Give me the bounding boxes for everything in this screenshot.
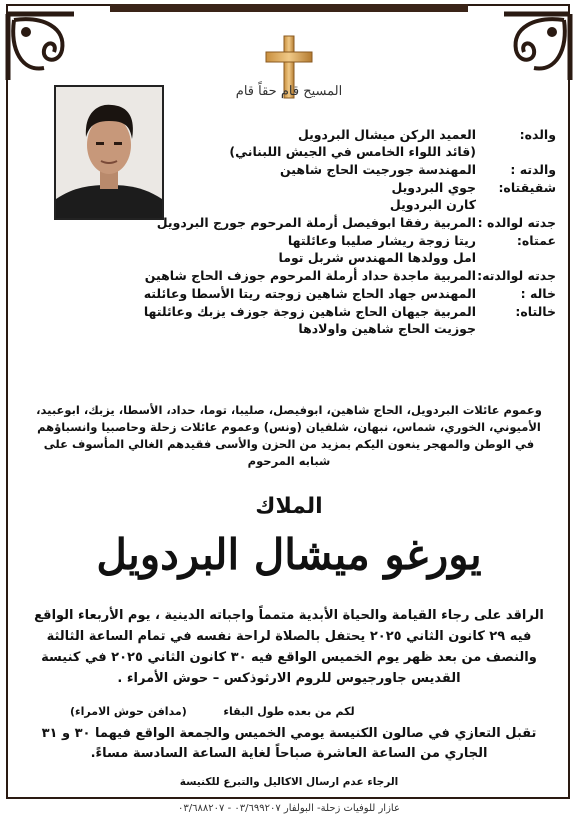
condolences-paragraph: تقبل التعازي في صالون الكنيسة يومي الخميس والجمعة الواقع فيهما ٣٠ و ٣١ الجاري من الساعة العاشرة صباحاً لغاية الساعة السادسة مساءً. bbox=[41, 726, 537, 761]
relative-row bbox=[106, 179, 556, 213]
relative-name: العميد الركن ميشال البردويل bbox=[297, 127, 476, 142]
families-paragraph: وعموم عائلات البردويل، الحاج شاهين، ابوفيصل، صليبا، توما، حداد، الأسطا، يزبك، ابوعبيد، الأميوني، الخوري، شماس، نبهان، شلفيان (ونس) وعموم عائلات زحلة وحاصبيا وانسباؤهم في الوطن والمهجر ينعون اليكم بمزيد من الحزن والأسى فقيدهم الغالي المأسوف على شبابه المرحوم bbox=[36, 403, 542, 468]
relative-name: جوي البردويل bbox=[391, 180, 476, 195]
relative-label: خالتاه: bbox=[515, 304, 556, 319]
relative-name: المهندس جهاد الحاج شاهين زوجته ريتا الأسطا وعائلته bbox=[143, 286, 476, 301]
relative-label: جدته لوالده : bbox=[477, 215, 556, 230]
relative-name: جوزيت الحاج شاهين واولادها bbox=[298, 321, 476, 336]
long-life-text bbox=[30, 703, 548, 720]
relative-name: كارن البردويل bbox=[389, 197, 476, 212]
long-life-phrase: لكم من بعده طول البقاء bbox=[223, 705, 355, 718]
relative-label: والدته : bbox=[510, 162, 556, 177]
relative-name: ريتا زوجة ريشار صليبا وعائلتها bbox=[287, 233, 476, 248]
relative-name: (قائد اللواء الخامس في الجيش اللبناني) bbox=[229, 144, 476, 159]
angel-label: الملاك bbox=[255, 494, 323, 519]
deceased-name: يورغو ميشال البردويل bbox=[96, 530, 482, 579]
relative-row bbox=[106, 285, 556, 302]
relative-row bbox=[106, 161, 556, 178]
relative-label: والده: bbox=[519, 127, 556, 142]
top-border-bar bbox=[110, 4, 468, 12]
funeral-paragraph: الراقد على رجاء القيامة والحياة الأبدية متمماً واجباته الدينية ، يوم الأربعاء الواقع فيه ٢٩ كانون الثاني ٢٠٢٥ يحتفل بالصلاة لراحة نفسه في تمام الساعة الثالثة والنصف من بعد ظهر يوم الخميس الواقع فيه ٣٠ كانون الثاني ٢٠٢٥ في كنيسة القديس جاورجيوس للروم الارثوذكس – حوش الأمراء . bbox=[34, 608, 544, 686]
relative-name: المربية جيهان الحاج شاهين زوجة جوزف يزبك وعائلتها bbox=[143, 304, 476, 319]
motto-text: المسيح قام حقاً قام bbox=[235, 84, 343, 99]
relative-row bbox=[106, 126, 556, 160]
relative-label: خاله : bbox=[520, 286, 556, 301]
relative-name: امل وولدها المهندس شربل توما bbox=[278, 250, 476, 265]
relative-row bbox=[106, 267, 556, 284]
request-text: الرجاء عدم ارسال الاكاليل والتبرع للكنيسة bbox=[179, 776, 399, 788]
burial-text: (مدافن حوش الامراء) bbox=[70, 705, 187, 718]
relative-row bbox=[106, 214, 556, 231]
relative-row bbox=[106, 232, 556, 266]
relative-row bbox=[106, 303, 556, 337]
ornament-corner-left-icon bbox=[4, 10, 84, 90]
ornament-corner-right-icon bbox=[494, 10, 574, 90]
relative-name: المربية ماجدة حداد أرملة المرحوم جوزف الحاج شاهين bbox=[144, 268, 476, 283]
relative-name: المهندسة جورجيت الحاج شاهين bbox=[280, 162, 476, 177]
footer-contact: عازار للوفيات زحلة- البولفار ٠٣/٦٩٩٢٠٧ - ٠٣/٦٨٨٢٠٧ bbox=[178, 803, 400, 814]
relative-label: شقيقتاه: bbox=[498, 180, 556, 195]
relative-name: المربية رفقا ابوفيصل أرملة المرحوم جورج البردويل bbox=[156, 215, 476, 230]
relative-label: جدته لوالدته: bbox=[477, 268, 556, 283]
relative-label: عمتاه: bbox=[516, 233, 556, 248]
